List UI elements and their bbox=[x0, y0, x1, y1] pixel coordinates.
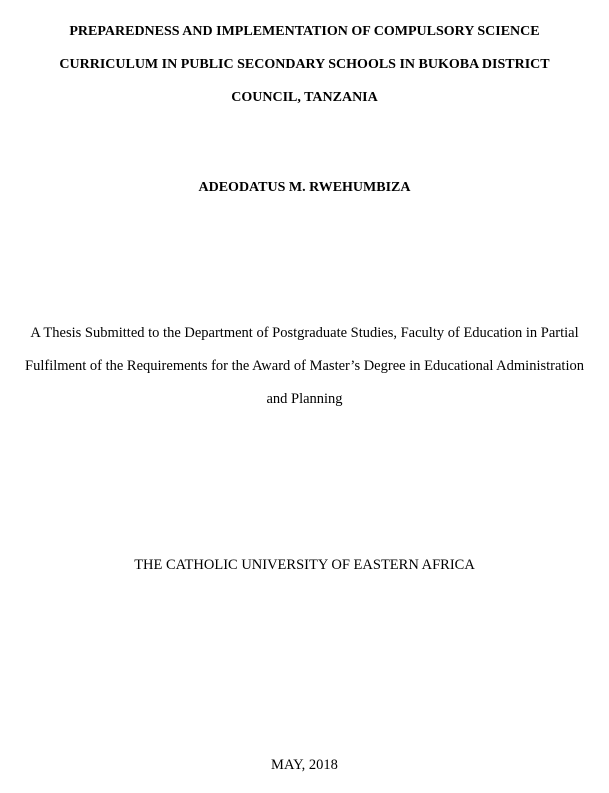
thesis-description-line-3: and Planning bbox=[266, 391, 343, 407]
thesis-title-line-2: CURRICULUM IN PUBLIC SECONDARY SCHOOLS IN BUKOBA DISTRICT bbox=[59, 57, 550, 72]
university-name: THE CATHOLIC UNIVERSITY OF EASTERN AFRICA bbox=[134, 557, 475, 573]
thesis-description-line-2: Fulfilment of the Requirements for the Award of Master’s Degree in Educational Administration bbox=[25, 358, 584, 374]
submission-date: MAY, 2018 bbox=[271, 757, 338, 773]
thesis-title-line-1: PREPAREDNESS AND IMPLEMENTATION OF COMPULSORY SCIENCE bbox=[69, 24, 540, 39]
author-name: ADEODATUS M. RWEHUMBIZA bbox=[198, 180, 411, 195]
thesis-description-line-1: A Thesis Submitted to the Department of Postgraduate Studies, Faculty of Education in Partial bbox=[30, 325, 579, 341]
thesis-title-line-3: COUNCIL, TANZANIA bbox=[231, 90, 378, 105]
